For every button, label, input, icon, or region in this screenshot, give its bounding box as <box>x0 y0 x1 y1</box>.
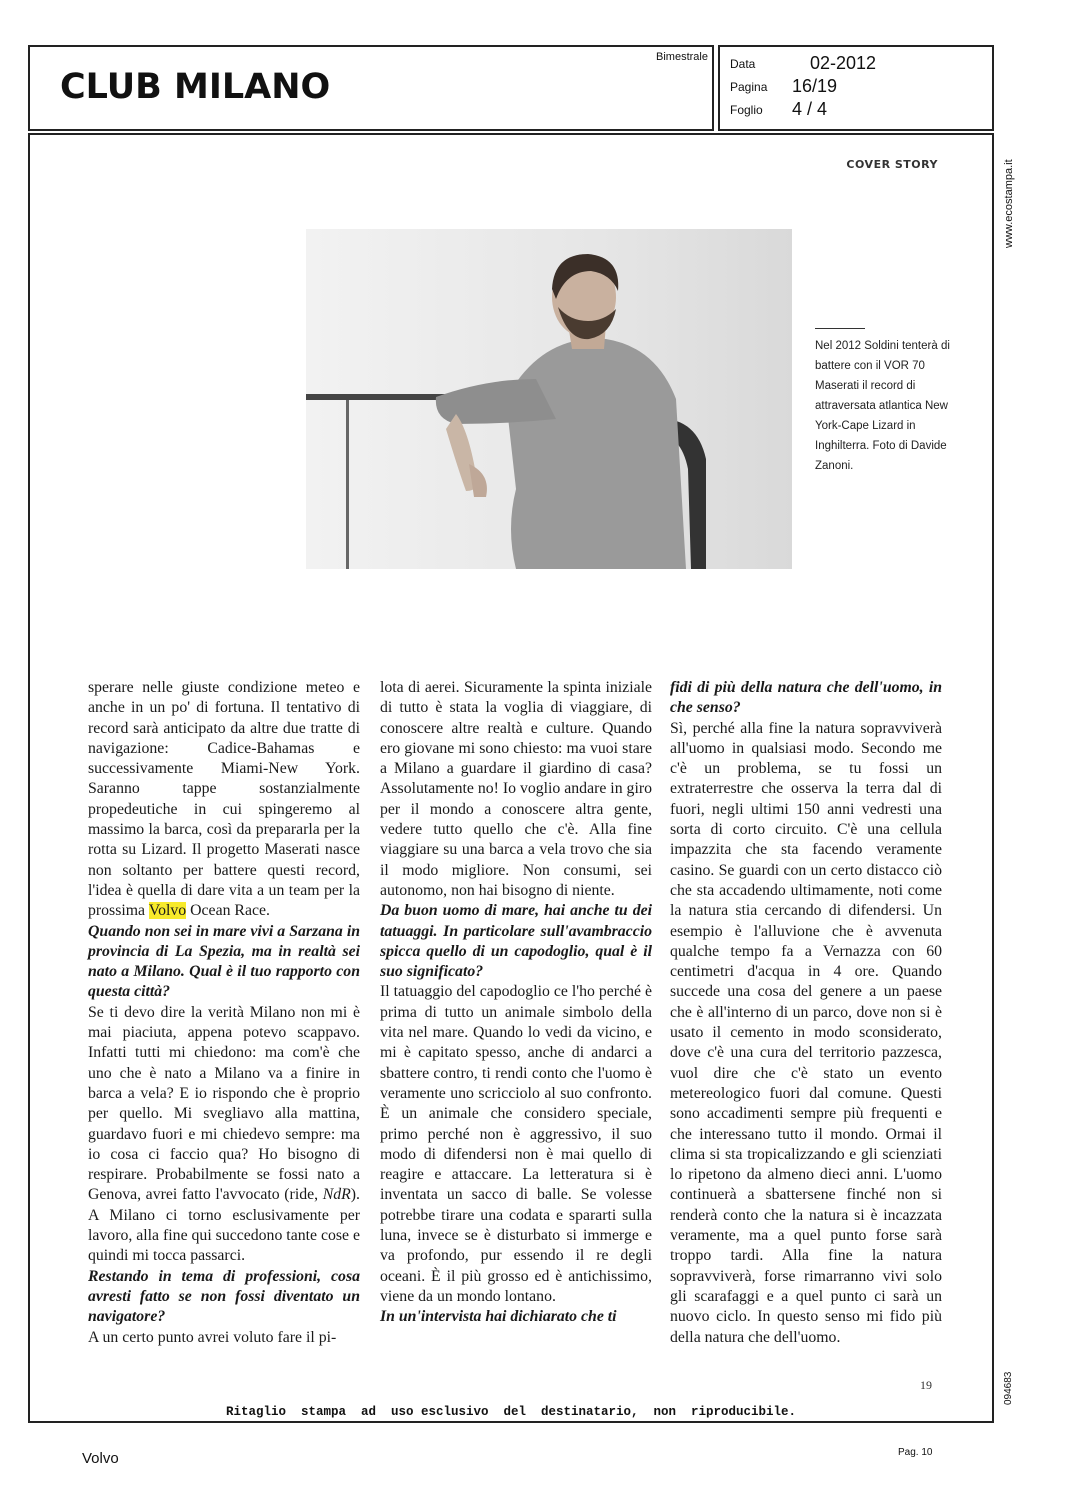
page-row <box>730 76 838 96</box>
page-value: 16/19 <box>792 76 838 96</box>
portrait-illustration <box>306 229 792 569</box>
side-code-text: 094683 <box>1003 1371 1014 1405</box>
article-column-3 <box>670 678 942 1348</box>
column-1-paragraph-3: A un certo punto avrei voluto fare il pi- <box>88 1328 337 1346</box>
photo-caption: Nel 2012 Soldini tenterà di battere con il VOR 70 Maserati il record di attraversata atlantica New York-Cape Lizard in Inghilterra. Foto di Davide Zanoni. <box>815 340 950 472</box>
sheet-label: Foglio <box>730 103 763 117</box>
interview-question: Da buon uomo di mare, hai anche tu dei tatuaggi. In particolare sull'avambraccio spicca quello di un capodoglio, qual è il suo significato? <box>380 902 652 981</box>
side-code <box>1003 1365 1017 1405</box>
column-3-paragraph-1: Sì, perché alla fine la natura sopravviverà all'uomo in qualsiasi modo. Secondo me c'è un problema, se tu fossi un extraterrestre che osserva la terra dal di fuori, negli ultimi 150 anni vedresti una sorta di corto circuito. C'è una cellula impazzita che sta facendo veramente casino. Se guardi con un certo distacco ciò che sta accadendo ultimamente, noti come la natura stia cercando di difendersi. Un esempio è l'alluvione che è avvenuta qualche tempo fa a Vernazza con 60 centimetri d'acqua in 4 ore. Quando succede una cosa del genere a un paese che è all'interno di un parco, dove non si è usato il cemento in modo sconsiderato, dove c'è una cura del territorio pazzesca, vuol dire che c'è stato un evento metereologico fuori dal comune. Questi sono accadimenti sempre più frequenti e che interessano tutto il mondo. Ormai il clima si sta tropicalizzando e gli scienziati lo ripetono da almeno dieci anni. L'uomo continuerà a sbattersene finché non si renderà conto che la natura si è incazzata veramente, ma a quel punto forse sarà troppo tardi. Alla fine la natura sopravviverà, forse rimarranno vivi solo gli scarafaggi e a quel punto ci sarà un nuovo ciclo. In questo senso mi fido più della natura che dell'uomo. <box>670 719 942 1346</box>
column-1-paragraph-2: Se ti devo dire la verità Milano non mi è mai piaciuta, appena potevo scappavo. Infatti tutti mi chiedono: ma com'è che uno che è nato a Milano va a finire in barca a vela? E io rispondo che è proprio per quello. Mi svegliavo alla mattina, guardavo fuori e mi chiedevo sempre: ma io cosa ci faccio qua? Ho bisogno di respirare. Probabilmente se fossi nato a Genova, avrei fatto l'avvocato (ride, NdR). A Milano ci torno esclusivamente per lavoro, alla fine qui succedono tante cose e quindi mi tocca passarci. <box>88 1003 360 1265</box>
interview-question: Restando in tema di professioni, cosa avresti fatto se non fossi diventato un navigatore? <box>88 1267 360 1326</box>
side-url <box>1003 148 1017 248</box>
publication-meta <box>718 45 994 131</box>
article-column-1 <box>88 678 360 1348</box>
section-label: COVER STORY <box>846 158 938 171</box>
publication-title: CLUB MILANO <box>60 67 331 107</box>
column-2-paragraph-1: lota di aerei. Sicuramente la spinta iniziale di tutto è stata la voglia di viaggiare, di conoscere altre realtà e culture. Quando ero giovane mi sono chiesto: ma vuoi stare a Milano a guardare il giardino di casa? Assolutamente no! Io voglio andare in giro per il mondo a conoscere altra gente, vedere tutto quello che c'è. Alla fine viaggiare su una barca a vela trovo che sia il modo migliore. Non consumi, sei autonomo, non hai bisogno di niente. <box>380 679 652 899</box>
volvo-highlight: Volvo <box>148 902 187 920</box>
article-column-2 <box>380 678 652 1328</box>
footer-page-number: Pag. 10 <box>898 1447 933 1458</box>
date-label: Data <box>730 57 756 71</box>
page-label: Pagina <box>730 80 768 94</box>
caption-rule <box>815 328 865 329</box>
date-value: 02-2012 <box>810 53 877 73</box>
clipping-disclaimer: Ritaglio stampa ad uso esclusivo del destinatario, non riproducibile. <box>225 1405 797 1419</box>
date-row <box>730 53 877 73</box>
column-2-paragraph-2: Il tatuaggio del capodoglio ce l'ho perché è prima di tutto un animale simbolo della vita nel mare. Quando lo vedi da vicino, e mi è capitato spesso, anche di andarci a sbattere contro, ti rendi conto che l'uomo è veramente uno scricciolo al suo confronto. È un animale che considero speciale, primo perché non è aggressivo, il suo modo di difendersi non è mai quello di reagire e attaccare. La letteratura si è inventata un sacco di balle. Se volesse potrebbe tirare una codata e spararti sulla luna, invece se è disturbato si immerge e va profondo, pur essendo il re degli oceani. È il più grosso ed è antichissimo, viene da un mondo lontano. <box>380 983 652 1305</box>
interview-question: fidi di più della natura che dell'uomo, in che senso? <box>670 679 942 717</box>
sheet-row <box>730 99 828 119</box>
side-url-text: www.ecostampa.it <box>1003 159 1015 248</box>
periodicity: Bimestrale <box>656 51 708 63</box>
sheet-value: 4 / 4 <box>792 99 828 119</box>
publication-header <box>28 45 714 131</box>
footer-brand: Volvo <box>82 1450 119 1467</box>
interview-question: In un'intervista hai dichiarato che ti <box>380 1308 617 1326</box>
interview-question: Quando non sei in mare vivi a Sarzana in provincia di La Spezia, ma in realtà sei nato a Milano. Qual è il tuo rapporto con questa città? <box>88 922 360 1001</box>
column-1-paragraph-1: sperare nelle giuste condizione meteo e anche in un po' di fortuna. Il tentativo di record sarà anticipato da altre due tratte di navigazione: Cadice-Bahamas e successivamente Miami-New York. Saranno tappe sostanzialmente propedeutiche in cui spingeremo al massimo la barca, così da prepararla per la rotta su Lizard. Il progetto Maserati nasce non soltanto per battere questi record, l'idea è quella di dare vita a un team per la prossima Volvo Ocean Race. <box>88 679 360 920</box>
magazine-page-number: 19 <box>920 1378 932 1392</box>
portrait-photo <box>306 229 792 569</box>
